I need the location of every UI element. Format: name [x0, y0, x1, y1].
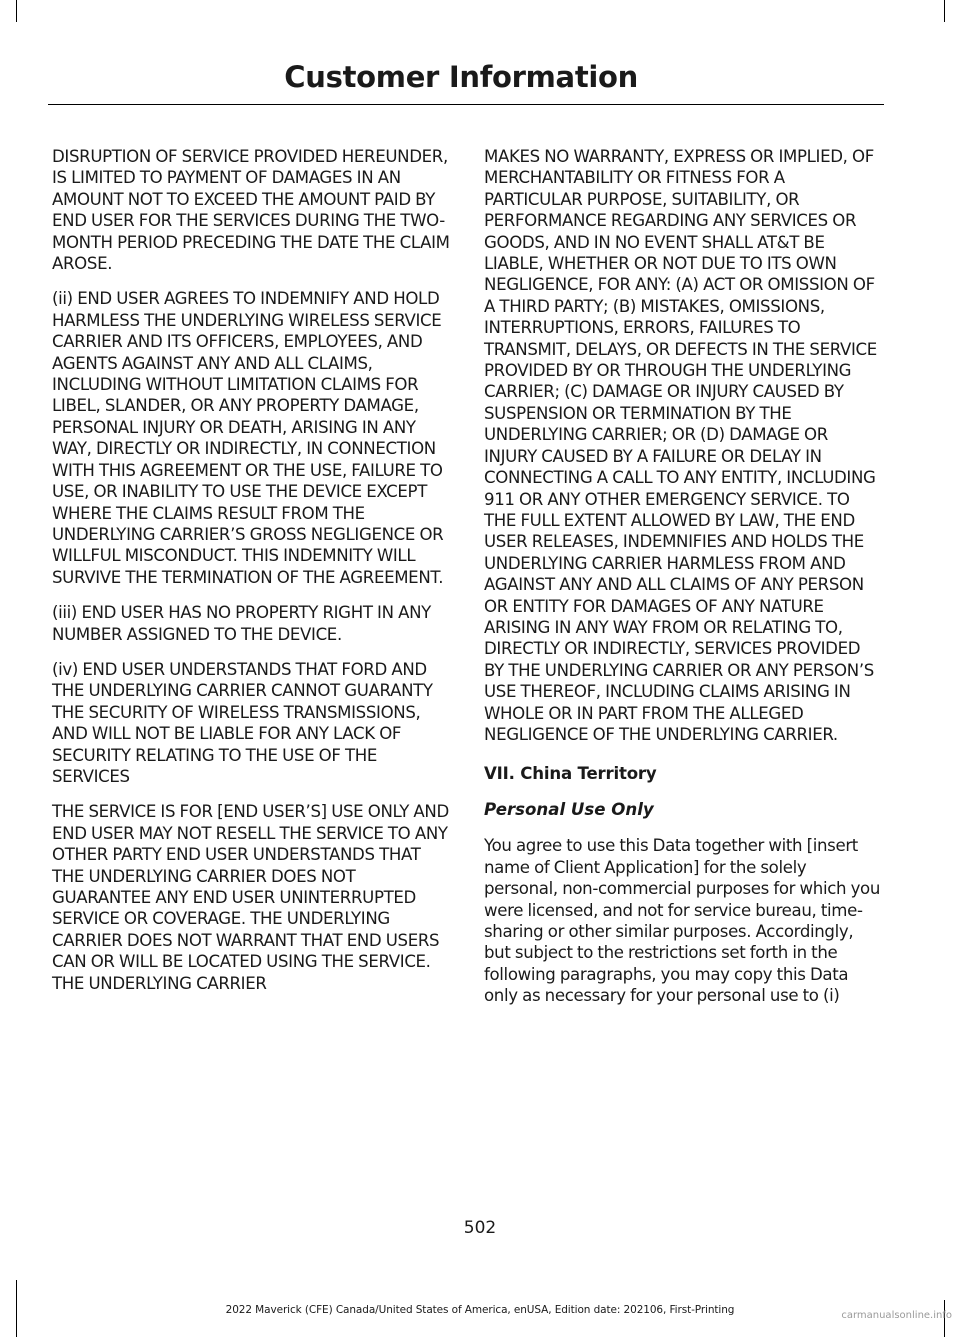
right-column: [484, 146, 882, 1021]
watermark: carmanualsonline.info: [841, 1310, 952, 1321]
section-subheading: Personal Use Only: [484, 800, 654, 820]
left-paragraph-1: DISRUPTION OF SERVICE PROVIDED HEREUNDER, IS LIMITED TO PAYMENT OF DAMAGES IN AN AMOUNT NOT TO EXCEED THE AMOUNT PAID BY END USER FOR THE SERVICES DURING THE TWO-MONTH PERIOD PRECEDING THE DATE THE CLAIM AROSE.: [52, 147, 450, 274]
page-title: Customer Information: [284, 60, 638, 94]
header-divider: [48, 104, 884, 105]
left-paragraph-5: THE SERVICE IS FOR [END USER’S] USE ONLY AND END USER MAY NOT RESELL THE SERVICE TO ANY OTHER PARTY END USER UNDERSTANDS THAT THE UNDERLYING CARRIER DOES NOT GUARANTEE ANY END USER UNINTERRUPTED SERVICE OR COVERAGE. THE UNDERLYING CARRIER DOES NOT WARRANT THAT END USERS CAN OR WILL BE LOCATED USING THE SERVICE. THE UNDERLYING CARRIER: [52, 802, 449, 993]
left-paragraph-2: (ii) END USER AGREES TO INDEMNIFY AND HOLD HARMLESS THE UNDERLYING WIRELESS SERVICE CARRIER AND ITS OFFICERS, EMPLOYEES, AND AGENTS AGAINST ANY AND ALL CLAIMS, INCLUDING WITHOUT LIMITATION CLAIMS FOR LIBEL, SLANDER, OR ANY PROPERTY DAMAGE, PERSONAL INJURY OR DEATH, ARISING IN ANY WAY, DIRECTLY OR INDIRECTLY, IN CONNECTION WITH THIS AGREEMENT OR THE USE, FAILURE TO USE, OR INABILITY TO USE THE DEVICE EXCEPT WHERE THE CLAIMS RESULT FROM THE UNDERLYING CARRIER’S GROSS NEGLIGENCE OR WILLFUL MISCONDUCT. THIS INDEMNITY WILL SURVIVE THE TERMINATION OF THE AGREEMENT.: [52, 289, 444, 587]
section-heading: VII. China Territory: [484, 764, 657, 784]
crop-mark-top-right: [944, 0, 945, 22]
left-paragraph-4: (iv) END USER UNDERSTANDS THAT FORD AND THE UNDERLYING CARRIER CANNOT GUARANTY THE SECURITY OF WIRELESS TRANSMISSIONS, AND WILL NOT BE LIABLE FOR ANY LACK OF SECURITY RELATING TO THE USE OF THE SERVICES: [52, 659, 433, 786]
right-paragraph-2: You agree to use this Data together with [insert name of Client Application] for the solely personal, non-commercial purposes for which you were licensed, and not for service bureau, time-sharing or other similar purposes. Accordingly, but subject to the restrictions set forth in the following paragraphs, you may copy this Data only as necessary for your personal use to (i): [484, 836, 881, 1006]
left-column: [52, 146, 450, 1008]
left-paragraph-3: (iii) END USER HAS NO PROPERTY RIGHT IN ANY NUMBER ASSIGNED TO THE DEVICE.: [52, 603, 431, 644]
footer-edition-info: 2022 Maverick (CFE) Canada/United States of America, enUSA, Edition date: 202106, First-Printing: [225, 1304, 735, 1316]
page-number: 502: [463, 1218, 497, 1238]
right-paragraph-1: MAKES NO WARRANTY, EXPRESS OR IMPLIED, OF MERCHANTABILITY OR FITNESS FOR A PARTICULAR PURPOSE, SUITABILITY, OR PERFORMANCE REGARDING ANY SERVICES OR GOODS, AND IN NO EVENT SHALL AT&T BE LIABLE, WHETHER OR NOT DUE TO ITS OWN NEGLIGENCE, FOR ANY: (A) ACT OR OMISSION OF A THIRD PARTY; (B) MISTAKES, OMISSIONS, INTERRUPTIONS, ERRORS, FAILURES TO TRANSMIT, DELAYS, OR DEFECTS IN THE SERVICE PROVIDED BY OR THROUGH THE UNDERLYING CARRIER; (C) DAMAGE OR INJURY CAUSED BY SUSPENSION OR TERMINATION BY THE UNDERLYING CARRIER; OR (D) DAMAGE OR INJURY CAUSED BY A FAILURE OR DELAY IN CONNECTING A CALL TO ANY ENTITY, INCLUDING 911 OR ANY OTHER EMERGENCY SERVICE. TO THE FULL EXTENT ALLOWED BY LAW, THE END USER RELEASES, INDEMNIFIES AND HOLDS THE UNDERLYING CARRIER HARMLESS FROM AND AGAINST ANY AND ALL CLAIMS OF ANY PERSON OR ENTITY FOR DAMAGES OF ANY NATURE ARISING IN ANY WAY FROM OR RELATING TO, DIRECTLY OR INDIRECTLY, SERVICES PROVIDED BY THE UNDERLYING CARRIER OR ANY PERSON’S USE THEREOF, INCLUDING CLAIMS ARISING IN WHOLE OR IN PART FROM THE ALLEGED NEGLIGENCE OF THE UNDERLYING CARRIER.: [484, 147, 877, 744]
crop-mark-top-left: [16, 0, 17, 22]
